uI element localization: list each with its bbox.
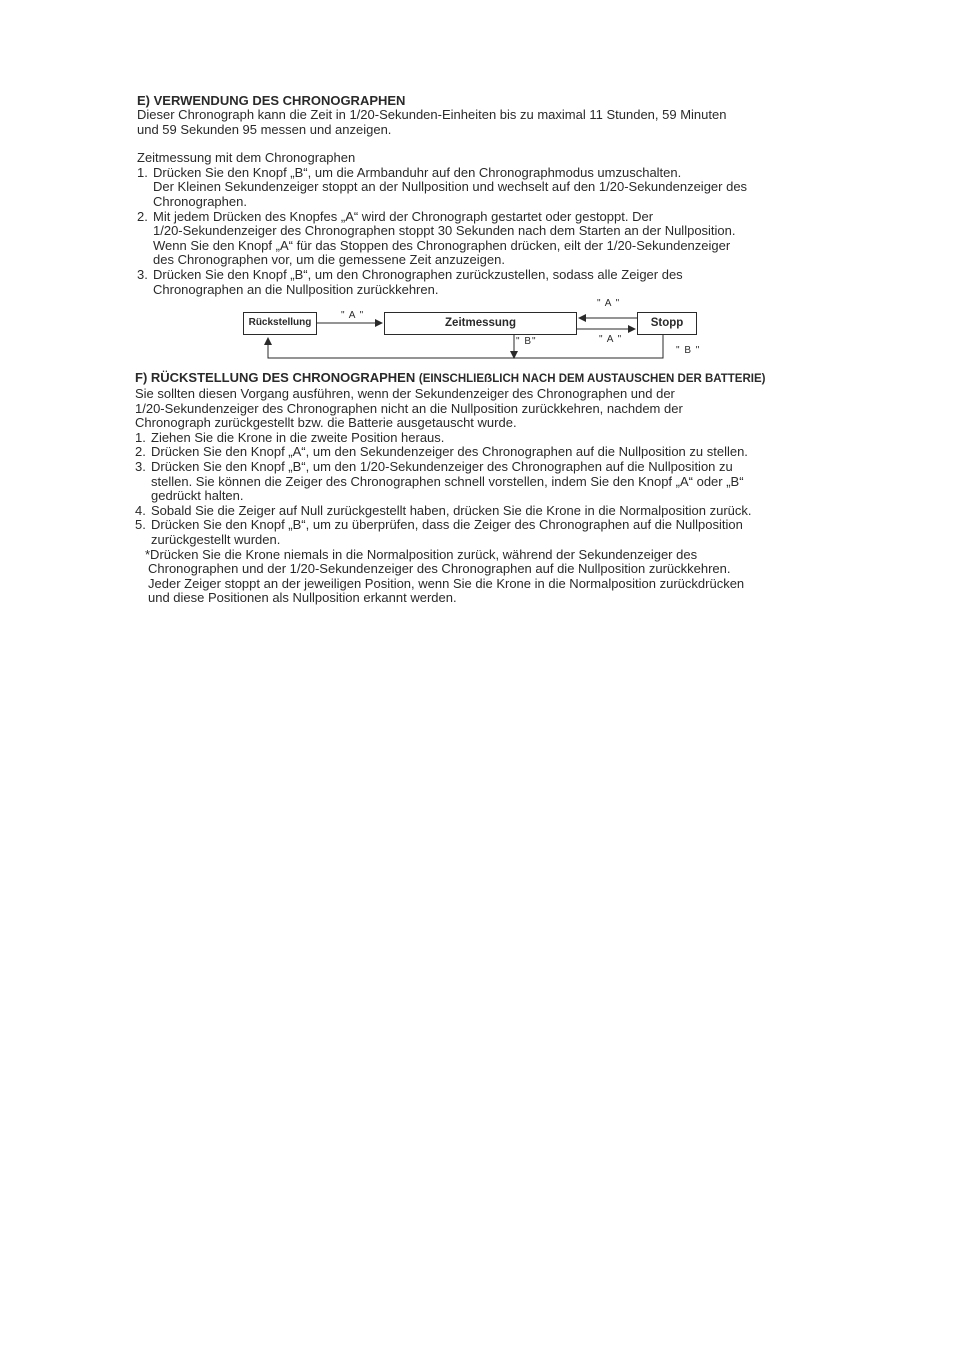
step-item (137, 268, 827, 297)
step-line: Drücken Sie den Knopf „B“, um zu überprüfen, dass die Zeiger des Chronographen auf die Nullposition (151, 517, 743, 533)
note-line: und diese Positionen als Nullposition erkannt werden. (148, 590, 457, 606)
step-line: Chronographen. (153, 193, 247, 209)
label-a-reset-timing: " A " (341, 310, 365, 321)
step-number: 5. (135, 517, 146, 533)
step-line: Chronographen an die Nullposition zurückkehren. (153, 281, 439, 297)
step-item (135, 518, 835, 547)
step-number: 2. (137, 208, 148, 224)
section-chronograph-usage (137, 93, 827, 297)
caution-note (135, 548, 835, 606)
note-line: Jeder Zeiger stoppt an der jeweiligen Position, wenn Sie die Krone in die Normalposition zurückdrücken (148, 575, 745, 591)
step-line: Ziehen Sie die Krone in die zweite Position heraus. (151, 429, 445, 445)
step-number: 2. (135, 444, 146, 460)
step-line: Mit jedem Drücken des Knopfes „A“ wird der Chronograph gestartet oder gestoppt. Der (153, 208, 654, 224)
section-e-heading: E) VERWENDUNG DES CHRONOGRAPHEN (137, 93, 406, 108)
label-a-timing-stop: " A " (597, 298, 621, 309)
step-item (135, 445, 835, 460)
section-e-intro-line: und 59 Sekunden 95 messen und anzeigen. (137, 121, 392, 137)
step-line: Sobald Sie die Zeiger auf Null zurückgestellt haben, drücken Sie die Krone in die Normalposition zurück. (151, 502, 752, 518)
state-box-timing: Zeitmessung (384, 312, 577, 335)
section-e-steps (137, 166, 827, 297)
step-item (135, 460, 835, 504)
state-box-stop: Stopp (637, 312, 697, 335)
section-chronograph-reset (135, 370, 835, 606)
step-line: Drücken Sie den Knopf „B“, um den 1/20-Sekundenzeiger des Chronographen auf die Nullposition zu (151, 458, 733, 474)
step-line: Drücken Sie den Knopf „A“, um den Sekundenzeiger des Chronographen auf die Nullposition zu stellen. (151, 444, 748, 460)
step-item (135, 504, 835, 519)
section-f-intro-line: Chronograph zurückgestellt bzw. die Batterie ausgetauscht wurde. (135, 415, 517, 431)
step-item (135, 431, 835, 446)
state-box-reset: Rückstellung (243, 312, 317, 335)
step-line: Drücken Sie den Knopf „B“, um die Armbanduhr auf den Chronographmodus umzuschalten. (153, 164, 682, 180)
step-number: 1. (135, 429, 146, 445)
step-line: zurückgestellt wurden. (151, 531, 281, 547)
step-line: Der Kleinen Sekundenzeiger stoppt an der Nullposition und wechselt auf den 1/20-Sekundenzeiger des (153, 179, 748, 195)
section-e-intro-line: Dieser Chronograph kann die Zeit in 1/20-Sekunden-Einheiten bis zu maximal 11 Stunden, 59 Minuten (137, 107, 727, 122)
step-item (137, 210, 827, 268)
section-f-intro-line: 1/20-Sekundenzeiger des Chronographen nicht an die Nullposition zurückkehren, nachdem der (135, 400, 683, 416)
section-e-subheading: Zeitmessung mit dem Chronographen (137, 150, 356, 166)
label-b-stop: " B " (676, 345, 701, 356)
note-line: Chronographen und der 1/20-Sekundenzeiger des Chronographen auf die Nullposition zurückkehren. (148, 561, 731, 577)
step-line: des Chronographen vor, um die gemessene Zeit anzuzeigen. (153, 252, 505, 268)
section-f-heading (135, 370, 835, 387)
step-number: 3. (135, 458, 146, 474)
step-line: stellen. Sie können die Zeiger des Chronographen schnell vorstellen, indem Sie den Knopf „A“ oder „B“ (151, 473, 744, 489)
note-line: *Drücken Sie die Krone niemals in die Normalposition zurück, während der Sekundenzeiger des (145, 546, 698, 562)
step-number: 4. (135, 502, 146, 518)
step-number: 3. (137, 266, 148, 282)
step-item (137, 166, 827, 210)
step-line: gedrückt halten. (151, 488, 244, 504)
step-line: Wenn Sie den Knopf „A“ für das Stoppen des Chronographen drücken, eilt der 1/20-Sekundenzeiger (153, 237, 731, 253)
chronograph-flow-diagram (240, 298, 710, 362)
section-f-heading-sub: (EINSCHLIEẞLICH NACH DEM AUSTAUSCHEN DER BATTERIE) (418, 373, 766, 385)
label-b-timing: " B" (516, 336, 537, 347)
step-number: 1. (137, 164, 148, 180)
step-line: Drücken Sie den Knopf „B“, um den Chronographen zurückzustellen, sodass alle Zeiger des (153, 266, 683, 282)
step-line: 1/20-Sekundenzeiger des Chronographen stoppt 30 Sekunden nach dem Starten an der Nullposition. (153, 223, 736, 239)
section-f-intro-line: Sie sollten diesen Vorgang ausführen, wenn der Sekundenzeiger des Chronographen und der (135, 386, 675, 401)
label-a-stop-timing: " A " (599, 334, 623, 345)
section-f-heading-main: F) RÜCKSTELLUNG DES CHRONOGRAPHEN (135, 370, 416, 385)
section-f-steps (135, 431, 835, 548)
